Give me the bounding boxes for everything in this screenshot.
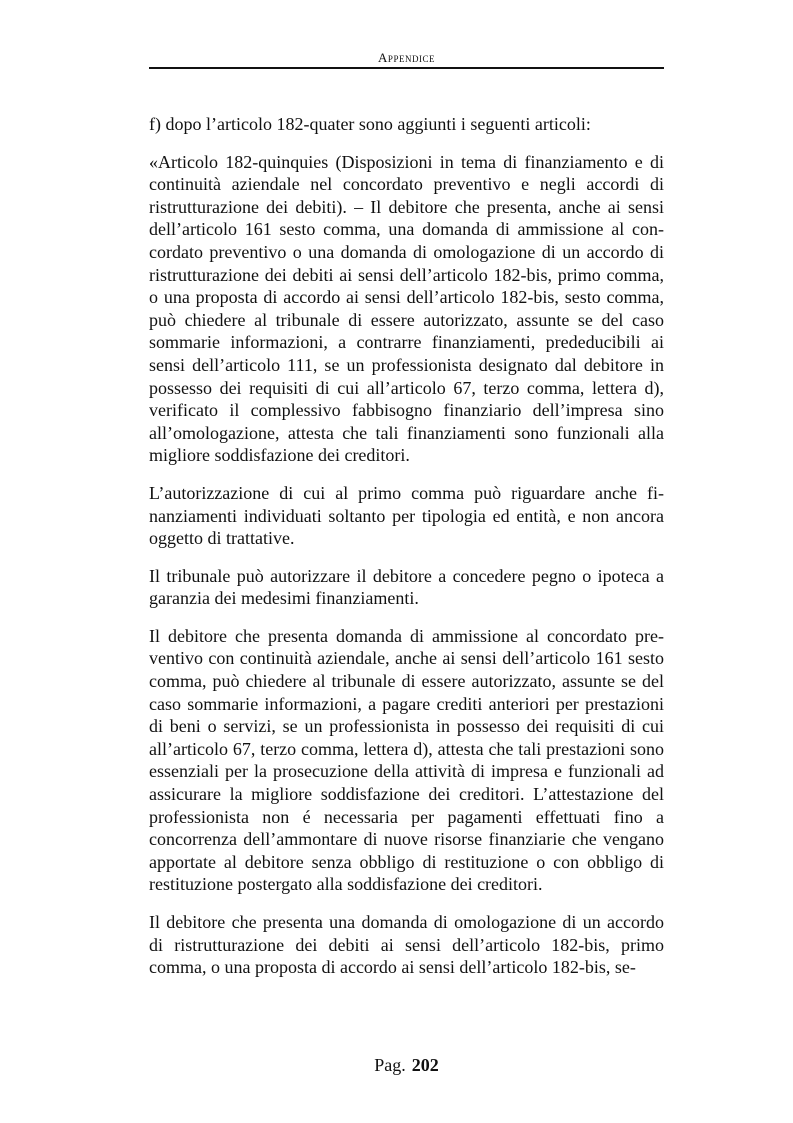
paragraph-authorization: L’autorizzazione di cui al primo comma può riguardare anche finanziamenti individuati soltanto per tipologia ed entità, e non ancora oggetto di trattative. [149,482,664,549]
page-label: Pag. [374,1055,406,1075]
paragraph-article-182-quinquies: «Articolo 182-quinquies (Disposizioni in tema di finanziamento e di continuità aziendale nel concordato preventivo e negli accordi di ristrutturazione dei debiti). – Il debitore che presenta, anche ai sensi dell’articolo 161 sesto comma, una domanda di ammissione al concordato preventivo o una domanda di omologazione di un accordo di ristrutturazione dei debiti ai sensi dell’articolo 182-bis, primo comma, o una proposta di accordo ai sensi dell’articolo 182-bis, sesto comma, può chiedere al tribunale di essere autorizzato, assunte se del caso sommarie informazioni, a contrarre finanziamenti, prededucibili ai sensi dell’articolo 111, se un professionista designato dal debitore in possesso dei requisiti di cui all’articolo 67, terzo comma, lettera d), verificato il complessivo fabbisogno finanziario dell’impresa sino all’omologazione, attesta che tali finanziamenti sono funzionali alla migliore soddisfazione dei creditori. [149,151,664,466]
main-text [149,113,664,994]
page-footer [149,1054,664,1076]
paragraph-restructuring-agreement: Il debitore che presenta una domanda di omologazione di un accordo di ristrutturazione dei debiti ai sensi dell’articolo 182-bis, primo comma, o una proposta di accordo ai sensi dell’articolo 182-bis, se- [149,912,664,978]
paragraph-pledge: Il tribunale può autorizzare il debitore a concedere pegno o ipoteca a garanzia dei medesimi finanziamenti. [149,565,664,609]
paragraph-prior-credits: Il debitore che presenta domanda di ammissione al concordato preventivo con continuità aziendale, anche ai sensi dell’articolo 161 sesto comma, può chiedere al tribunale di essere autorizzato, assunte se del caso sommarie informazioni, a pagare crediti anteriori per prestazioni di beni o servizi, se un professionista in possesso dei requisiti di cui all’articolo 67, terzo comma, lettera d), attesta che tali prestazioni sono essenziali per la prosecuzione della attività di impresa e funzionali ad assicurare la migliore soddisfazione dei creditori. L’attestazione del professionista non é necessaria per pagamenti effettuati fino a concorrenza dell’ammontare di nuove risorse finanziarie che vengano apportate al debitore senza obbligo di restituzione o con obbligo di restituzione postergato alla soddisfazione dei creditori. [149,625,664,895]
paragraph-intro: f) dopo l’articolo 182-quater sono aggiunti i seguenti articoli: [149,114,591,134]
page-number: 202 [411,1055,439,1075]
header-rule [149,67,664,69]
running-header: Appendice [378,50,435,65]
